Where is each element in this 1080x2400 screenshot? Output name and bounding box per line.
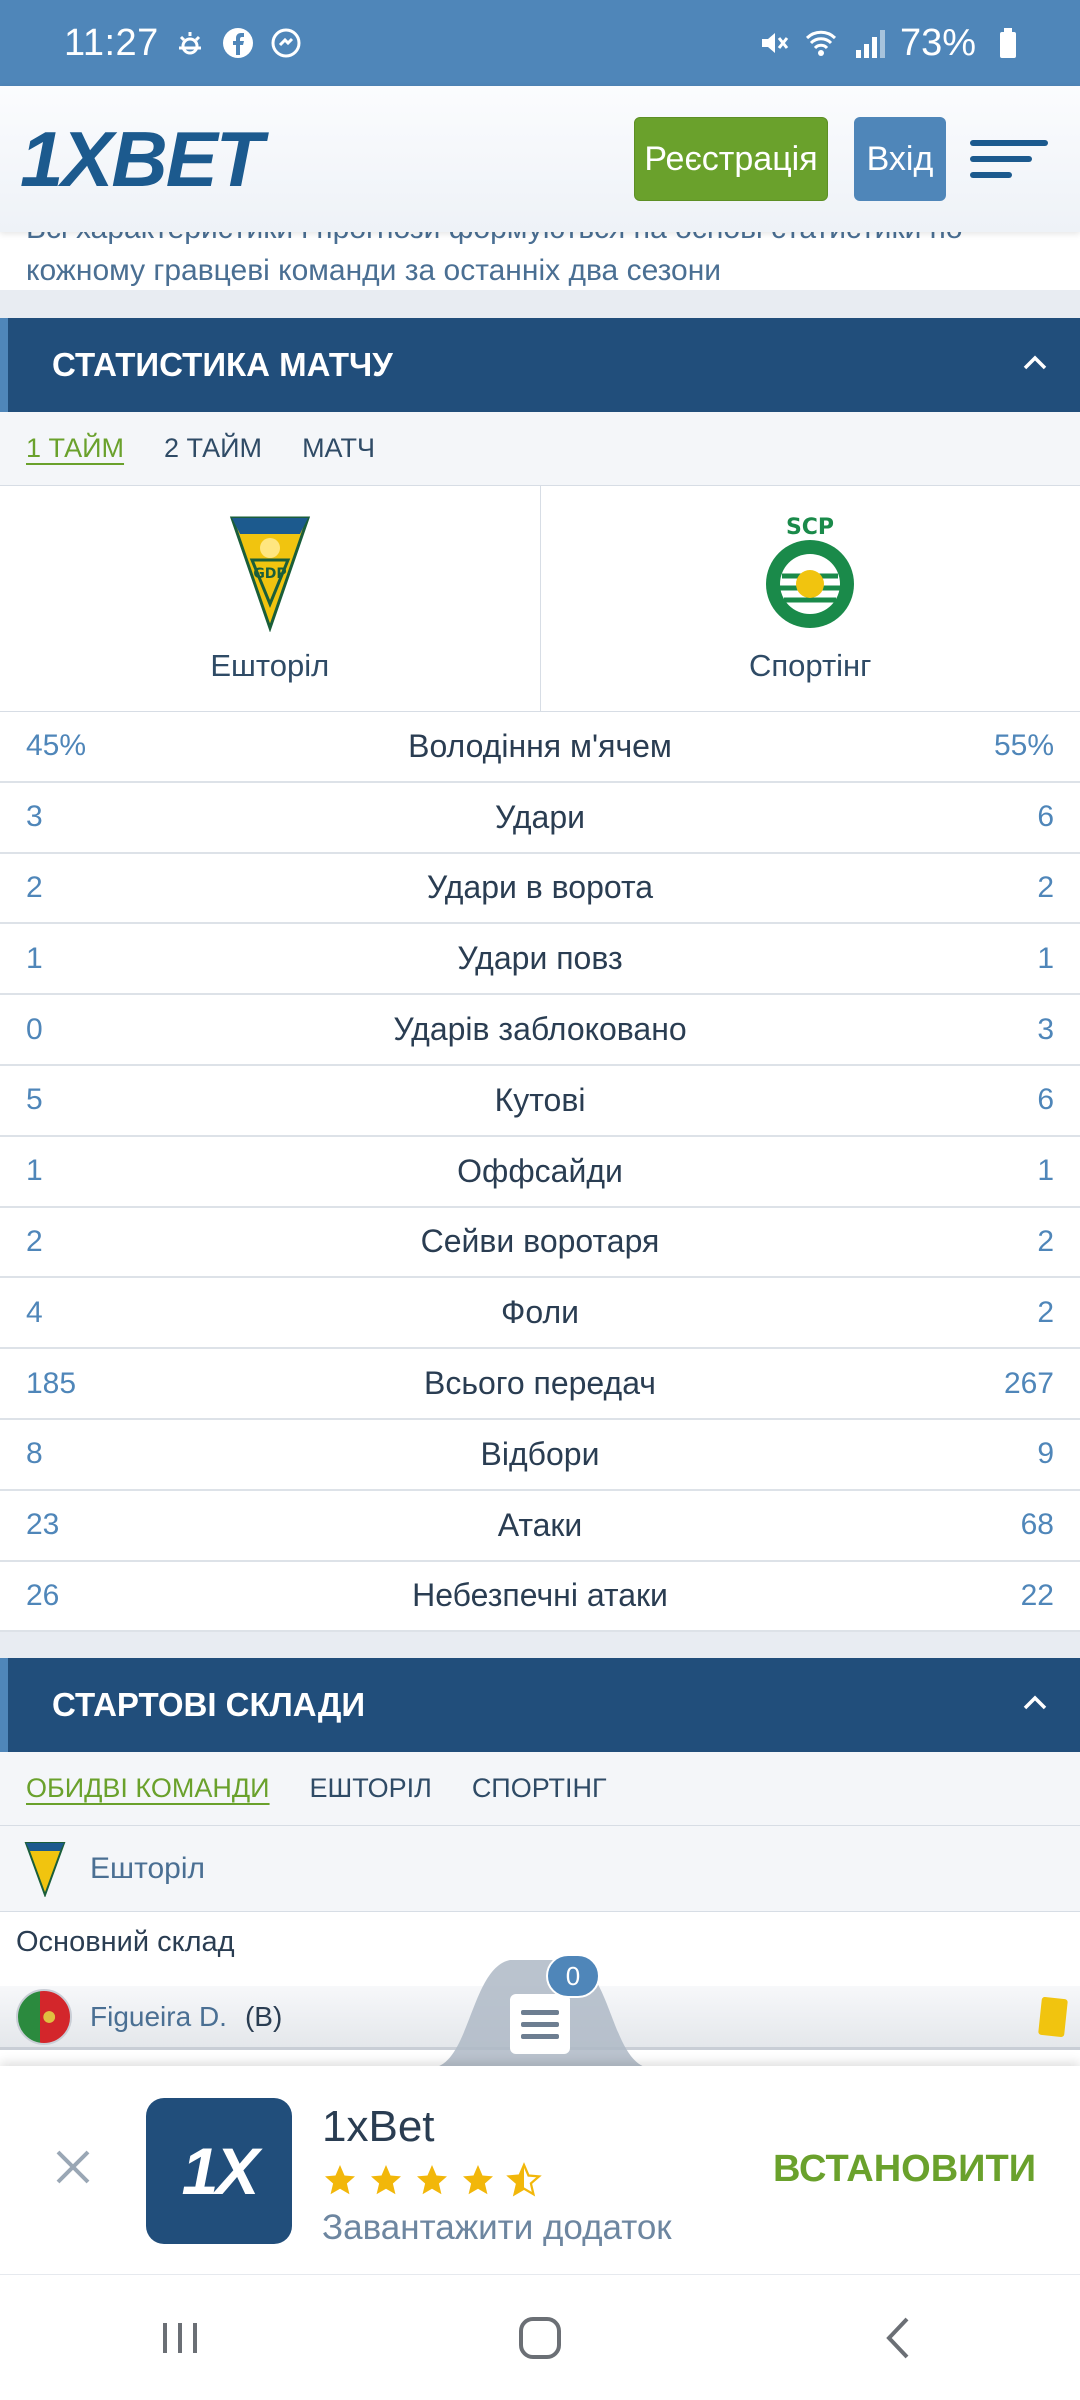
star-half-icon: [506, 2162, 542, 2198]
tab-first-half[interactable]: 1 ТАЙМ: [26, 433, 125, 463]
away-value: 6: [1037, 800, 1054, 834]
stat-row: [0, 1278, 1080, 1349]
stat-row: [0, 1349, 1080, 1420]
app-install-banner: [0, 2066, 1080, 2274]
chevron-up-icon[interactable]: [1020, 1688, 1050, 1718]
tab-sporting[interactable]: СПОРТІНГ: [471, 1773, 607, 1803]
app-name: 1xBet: [322, 2102, 435, 2151]
tab-estoril[interactable]: ЕШТОРІЛ: [309, 1773, 432, 1803]
stat-label: Фоли: [501, 1294, 579, 1331]
rating-stars: [322, 2162, 542, 2198]
home-value: 185: [26, 1366, 77, 1400]
sporting-crest-icon: [750, 512, 870, 632]
star-icon: [368, 2162, 404, 2198]
yellow-card-icon: [1038, 1997, 1068, 2038]
player-position: (В): [244, 2000, 283, 2032]
away-value: 1: [1037, 1154, 1054, 1188]
away-team: [540, 486, 1080, 711]
register-button[interactable]: Реєстрація: [634, 117, 828, 201]
stat-label: Кутові: [494, 1081, 586, 1118]
match-stats-title: СТАТИСТИКА МАТЧУ: [52, 346, 393, 383]
stat-label: Всього передач: [424, 1365, 656, 1402]
stat-row: [0, 1491, 1080, 1562]
back-icon[interactable]: [870, 2308, 930, 2368]
stats-table: [0, 712, 1080, 1632]
starting-lineup-label: Основний склад: [16, 1926, 235, 1958]
home-value: 26: [26, 1578, 60, 1612]
home-value: 2: [26, 1224, 43, 1258]
home-value: 8: [26, 1437, 43, 1471]
home-value: 1: [26, 1154, 43, 1188]
home-value: 2: [26, 870, 43, 904]
stat-row: [0, 783, 1080, 854]
login-button[interactable]: Вхід: [854, 117, 946, 201]
away-value: 55%: [993, 729, 1054, 763]
star-icon: [414, 2162, 450, 2198]
home-value: 3: [26, 800, 43, 834]
tab-both-teams[interactable]: ОБИДВІ КОМАНДИ: [26, 1773, 270, 1803]
recent-apps-icon[interactable]: [150, 2308, 210, 2368]
bet-slip-icon: [510, 1994, 570, 2054]
away-value: 22: [1020, 1578, 1054, 1612]
stat-row: [0, 712, 1080, 783]
stat-label: Відбори: [480, 1435, 600, 1472]
stat-row: [0, 1562, 1080, 1633]
stat-row: [0, 1420, 1080, 1491]
lineup-team-name: Ешторіл: [90, 1851, 206, 1885]
home-team-name: Ешторіл: [210, 648, 330, 683]
stat-row: [0, 1066, 1080, 1137]
estoril-crest-icon: [210, 512, 330, 632]
home-value: 1: [26, 941, 43, 975]
site-header: [0, 86, 1080, 232]
stat-label: Удари: [495, 798, 585, 835]
system-nav-bar: [0, 2274, 1080, 2400]
svg-text:SCP: SCP: [786, 515, 835, 540]
hamburger-icon[interactable]: [970, 129, 1050, 189]
stat-row: [0, 1208, 1080, 1279]
lineups-title: СТАРТОВІ СКЛАДИ: [52, 1686, 366, 1723]
section-divider: [0, 290, 1080, 318]
signal-icon: [852, 26, 886, 60]
install-button[interactable]: ВСТАНОВИТИ: [772, 2148, 1036, 2190]
home-value: 0: [26, 1012, 43, 1046]
stat-row: [0, 995, 1080, 1066]
teams-header: [0, 486, 1080, 712]
match-stats-header[interactable]: [0, 318, 1080, 412]
svg-text:GDP: GDP: [253, 566, 287, 582]
home-icon[interactable]: [510, 2308, 570, 2368]
away-value: 6: [1037, 1083, 1054, 1117]
home-value: 45%: [26, 729, 87, 763]
status-bar: [0, 0, 1080, 86]
stat-label: Удари повз: [457, 940, 623, 977]
home-value: 4: [26, 1295, 43, 1329]
stat-label: Атаки: [497, 1506, 583, 1543]
wifi-icon: [804, 26, 838, 60]
bet-slip-count-badge: 0: [546, 1954, 600, 1998]
stat-label: Сейви воротаря: [420, 1223, 660, 1260]
stat-label: Небезпечні атаки: [412, 1577, 668, 1614]
stat-row: [0, 854, 1080, 925]
stat-row: [0, 924, 1080, 995]
stat-label: Оффсайди: [457, 1152, 623, 1189]
lineup-team-row: [0, 1826, 1080, 1912]
app-subtitle: Завантажити додаток: [322, 2208, 672, 2247]
away-value: 68: [1020, 1508, 1054, 1542]
away-value: 2: [1037, 1224, 1054, 1258]
brand-logo[interactable]: 1XBET: [20, 114, 262, 203]
messenger-icon: [269, 26, 303, 60]
player-name: Figueira D.: [90, 2000, 227, 2032]
stat-label: Ударів заблоковано: [393, 1011, 687, 1048]
stat-label: Удари в ворота: [426, 869, 654, 906]
star-icon: [460, 2162, 496, 2198]
match-stats-tabs: [0, 412, 1080, 486]
away-value: 9: [1037, 1437, 1054, 1471]
app-icon[interactable]: 1X: [146, 2098, 292, 2244]
stat-row: [0, 1137, 1080, 1208]
home-value: 23: [26, 1508, 60, 1542]
section-divider: [0, 1632, 1080, 1658]
battery-percent: 73%: [899, 21, 976, 64]
facebook-icon: [221, 26, 255, 60]
star-icon: [322, 2162, 358, 2198]
portugal-flag-icon: [16, 1989, 72, 2045]
stat-label: Володіння м'ячем: [408, 727, 672, 764]
away-value: 1: [1037, 941, 1054, 975]
clock: 11:27: [64, 21, 159, 64]
mute-icon: [756, 26, 790, 60]
weather-icon: [173, 26, 207, 60]
lineups-header[interactable]: [0, 1658, 1080, 1752]
away-value: 3: [1037, 1012, 1054, 1046]
lineups-tabs: [0, 1752, 1080, 1826]
away-team-name: Спортінг: [749, 648, 872, 683]
away-value: 2: [1037, 1295, 1054, 1329]
away-value: 2: [1037, 870, 1054, 904]
bet-slip-button[interactable]: [430, 1948, 652, 2068]
info-paragraph: кожному гравцеві команди за останніх два сезони: [26, 254, 722, 287]
chevron-up-icon[interactable]: [1020, 348, 1050, 378]
battery-icon: [990, 26, 1024, 60]
estoril-crest-icon: [22, 1841, 68, 1897]
tab-match[interactable]: МАТЧ: [302, 433, 375, 463]
away-value: 267: [1003, 1366, 1054, 1400]
tab-second-half[interactable]: 2 ТАЙМ: [164, 433, 263, 463]
close-icon[interactable]: [50, 2144, 96, 2190]
home-team: [0, 486, 540, 711]
home-value: 5: [26, 1083, 43, 1117]
